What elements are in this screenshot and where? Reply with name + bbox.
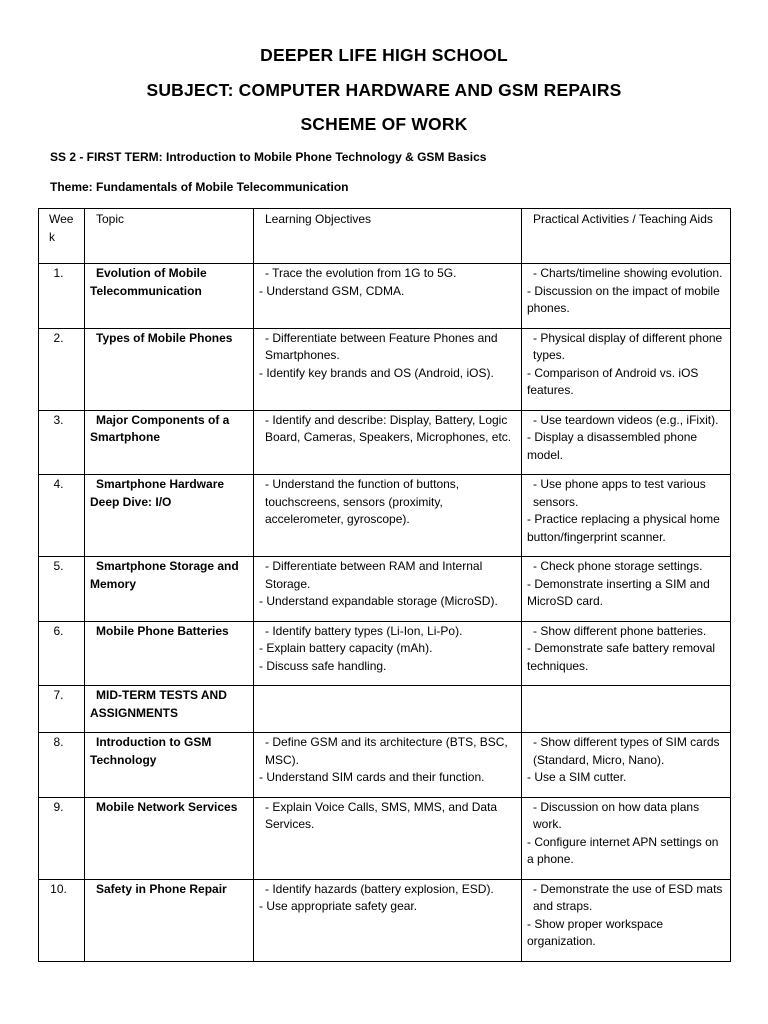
objective-line: - Differentiate between RAM and Internal Storage. xyxy=(265,559,486,591)
activity-line: - Charts/timeline showing evolution. xyxy=(533,266,723,280)
objective-cell xyxy=(254,328,522,410)
table-row xyxy=(39,328,731,410)
objective-line: - Understand the function of buttons, touchscreens, sensors (proximity, accelerometer, gyroscope). xyxy=(265,477,463,526)
scheme-of-work-table xyxy=(38,208,731,962)
activity-line: - Use teardown videos (e.g., iFixit). xyxy=(533,412,719,427)
objective-line: - Differentiate between Feature Phones and Smartphones. xyxy=(265,330,501,362)
school-title: DEEPER LIFE HIGH SCHOOL xyxy=(260,45,508,65)
objective-line: - Understand expandable storage (MicroSD). xyxy=(259,594,498,608)
column-header-activities: Practical Activities / Teaching Aids xyxy=(522,209,731,264)
table-row xyxy=(39,557,731,622)
objective-line: - Identify battery types (Li-Ion, Li-Po). xyxy=(265,623,463,638)
week-cell: 10. xyxy=(39,879,85,961)
table-row xyxy=(39,475,731,557)
activity-cell xyxy=(522,733,731,798)
objective-line: - Identify hazards (battery explosion, ESD). xyxy=(265,881,494,896)
activity-cell xyxy=(522,475,731,557)
topic-cell xyxy=(85,686,254,733)
topic-text: Types of Mobile Phones xyxy=(96,330,233,345)
activity-line: - Use phone apps to test various sensors. xyxy=(533,477,710,509)
activity-cell xyxy=(522,879,731,961)
activity-line: - Show proper workspace organization. xyxy=(527,916,667,948)
week-cell: 2. xyxy=(39,328,85,410)
topic-cell xyxy=(85,733,254,798)
topic-cell xyxy=(85,475,254,557)
table-row xyxy=(39,733,731,798)
objective-cell xyxy=(254,797,522,879)
activity-line: - Discussion on how data plans work. xyxy=(533,799,703,831)
activity-line: - Display a disassembled phone model. xyxy=(527,430,701,462)
topic-cell xyxy=(85,797,254,879)
objective-cell xyxy=(254,621,522,686)
objective-line: - Trace the evolution from 1G to 5G. xyxy=(265,266,457,280)
objective-cell xyxy=(254,264,522,329)
topic-text: Smartphone Storage and Memory xyxy=(90,559,239,591)
topic-cell xyxy=(85,557,254,622)
activity-cell xyxy=(522,328,731,410)
column-header-objectives: Learning Objectives xyxy=(254,209,522,264)
objective-cell xyxy=(254,410,522,475)
document-title: SCHEME OF WORK xyxy=(300,114,468,134)
activity-line: - Show different types of SIM cards (Standard, Micro, Nano). xyxy=(533,735,723,767)
objective-line: - Discuss safe handling. xyxy=(259,658,387,673)
objective-line: - Identify and describe: Display, Battery, Logic Board, Cameras, Speakers, Microphones, etc. xyxy=(265,412,512,444)
table-row xyxy=(39,797,731,879)
topic-text: MID-TERM TESTS AND ASSIGNMENTS xyxy=(90,688,227,720)
objective-line: - Understand GSM, CDMA. xyxy=(259,283,405,298)
column-header-topic: Topic xyxy=(85,209,254,264)
week-cell: 8. xyxy=(39,733,85,798)
objective-line: - Identify key brands and OS (Android, iOS). xyxy=(259,365,494,380)
table-row xyxy=(39,686,731,733)
activity-cell xyxy=(522,410,731,475)
objective-cell xyxy=(254,557,522,622)
objective-line: - Explain Voice Calls, SMS, MMS, and Data Services. xyxy=(265,799,501,831)
column-header-week: Wee k xyxy=(39,209,85,264)
topic-text: Evolution of Mobile Telecommunication xyxy=(90,266,207,298)
topic-text: Smartphone Hardware Deep Dive: I/O xyxy=(90,477,225,509)
week-cell: 5. xyxy=(39,557,85,622)
activity-line: - Practice replacing a physical home button/fingerprint scanner. xyxy=(527,512,724,544)
activity-line: - Check phone storage settings. xyxy=(533,559,703,573)
table-row xyxy=(39,621,731,686)
objective-cell xyxy=(254,686,522,733)
topic-cell xyxy=(85,328,254,410)
topic-cell xyxy=(85,410,254,475)
week-cell: 9. xyxy=(39,797,85,879)
table-body xyxy=(39,264,731,962)
activity-line: - Configure internet APN settings on a phone. xyxy=(527,834,722,866)
activity-line: - Comparison of Android vs. iOS features. xyxy=(527,365,702,397)
activity-line: - Show different phone batteries. xyxy=(533,623,707,638)
topic-cell xyxy=(85,264,254,329)
topic-text: Mobile Phone Batteries xyxy=(96,623,229,638)
activity-cell xyxy=(522,686,731,733)
week-cell: 6. xyxy=(39,621,85,686)
table-row xyxy=(39,264,731,329)
week-cell: 1. xyxy=(39,264,85,329)
objective-line: - Understand SIM cards and their function. xyxy=(259,770,485,784)
objective-line: - Explain battery capacity (mAh). xyxy=(259,641,433,655)
table-header-row xyxy=(39,209,731,264)
topic-text: Introduction to GSM Technology xyxy=(90,735,212,767)
topic-text: Safety in Phone Repair xyxy=(96,881,227,896)
activity-line: - Demonstrate safe battery removal techniques. xyxy=(527,641,719,673)
activity-cell xyxy=(522,264,731,329)
activity-line: - Physical display of different phone types. xyxy=(533,330,726,362)
objective-cell xyxy=(254,733,522,798)
theme-heading: Theme: Fundamentals of Mobile Telecommunication xyxy=(50,180,349,194)
activity-cell xyxy=(522,557,731,622)
activity-line: - Discussion on the impact of mobile phones. xyxy=(527,283,724,315)
week-cell: 4. xyxy=(39,475,85,557)
objective-cell xyxy=(254,475,522,557)
week-cell: 7. xyxy=(39,686,85,733)
topic-cell xyxy=(85,621,254,686)
table-row xyxy=(39,410,731,475)
objective-cell xyxy=(254,879,522,961)
activity-line: - Demonstrate inserting a SIM and MicroSD card. xyxy=(527,576,714,608)
topic-text: Major Components of a Smartphone xyxy=(90,412,230,444)
objective-line: - Use appropriate safety gear. xyxy=(259,899,418,913)
activity-line: - Use a SIM cutter. xyxy=(527,770,627,784)
topic-text: Mobile Network Services xyxy=(96,799,238,814)
activity-line: - Demonstrate the use of ESD mats and straps. xyxy=(533,881,726,913)
objective-line: - Define GSM and its architecture (BTS, BSC, MSC). xyxy=(265,735,512,767)
term-heading: SS 2 - FIRST TERM: Introduction to Mobile Phone Technology & GSM Basics xyxy=(50,150,487,164)
activity-cell xyxy=(522,621,731,686)
activity-cell xyxy=(522,797,731,879)
topic-cell xyxy=(85,879,254,961)
week-cell: 3. xyxy=(39,410,85,475)
table-row xyxy=(39,879,731,961)
subject-title: SUBJECT: COMPUTER HARDWARE AND GSM REPAIRS xyxy=(146,80,622,100)
